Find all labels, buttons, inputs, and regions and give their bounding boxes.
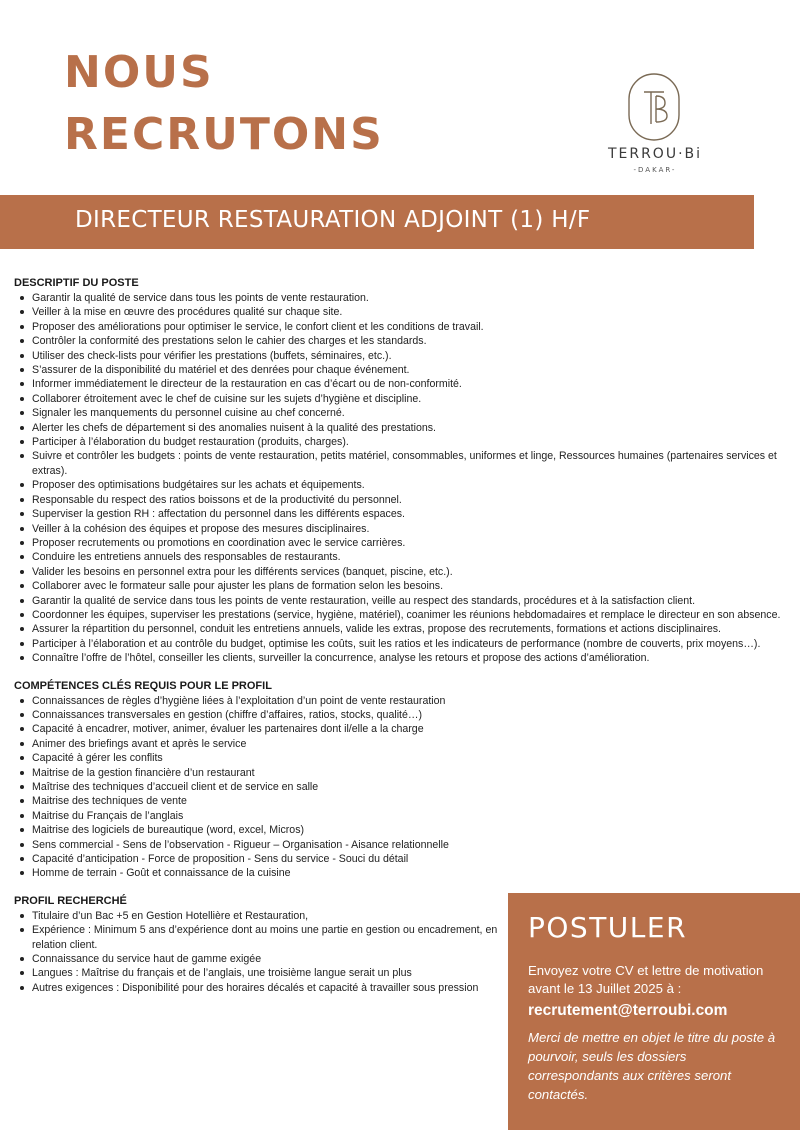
logo-monogram-icon: [627, 72, 681, 142]
list-item: Connaissances transversales en gestion (chiffre d’affaires, ratios, stocks, qualité…): [14, 708, 502, 722]
list-item: Suivre et contrôler les budgets : points de vente restauration, petits matériel, consommables, uniformes et linge, Ressources humaines (partenaires services et extras).: [14, 449, 784, 478]
apply-note: Merci de mettre en objet le titre du poste à pourvoir, seuls les dossiers correspondants aux critères seront contactés.: [528, 1030, 776, 1102]
headline-line-1: NOUS: [64, 47, 214, 98]
job-title: DIRECTEUR RESTAURATION ADJOINT (1) H/F: [75, 207, 591, 233]
list-item: Valider les besoins en personnel extra pour les différents services (banquet, piscine, etc.).: [14, 565, 784, 579]
list-item: Proposer des optimisations budgétaires sur les achats et équipements.: [14, 478, 784, 492]
logo-city: -DAKAR-: [633, 166, 677, 174]
list-item: Veiller à la cohésion des équipes et propose des mesures disciplinaires.: [14, 522, 784, 536]
list-item: Maitrise de la gestion financière d’un restaurant: [14, 766, 502, 780]
list-item: Superviser la gestion RH : affectation du personnel dans les différents espaces.: [14, 507, 784, 521]
list-item: Proposer des améliorations pour optimiser le service, le confort client et les conditions de travail.: [14, 320, 784, 334]
list-item: Signaler les manquements du personnel cuisine au chef concerné.: [14, 406, 784, 420]
apply-instructions: Envoyez votre CV et lettre de motivation avant le 13 Juillet 2025 à :: [528, 963, 764, 996]
list-item: Garantir la qualité de service dans tous les points de vente restauration.: [14, 291, 784, 305]
list-item: Proposer recrutements ou promotions en coordination avec le service carrières.: [14, 536, 784, 550]
headline-line-2: RECRUTONS: [64, 109, 384, 160]
apply-box: [508, 893, 800, 1130]
list-item: Capacité d’anticipation - Force de proposition - Sens du service - Souci du détail: [14, 852, 502, 866]
job-title-banner: [0, 195, 754, 249]
list-item: Alerter les chefs de département si des anomalies nuisent à la qualité des prestations.: [14, 421, 784, 435]
terroubi-logo: [590, 66, 720, 186]
section-title-profil: PROFIL RECHERCHÉ: [14, 894, 127, 907]
headline: [64, 42, 384, 166]
list-item: Collaborer étroitement avec le chef de cuisine sur les sujets d’hygiène et discipline.: [14, 392, 784, 406]
list-item: Autres exigences : Disponibilité pour des horaires décalés et capacité à travailler sous pression: [14, 981, 502, 995]
logo-name: TERROU·Bi: [607, 146, 703, 162]
list-item: Veiller à la mise en œuvre des procédures qualité sur chaque site.: [14, 305, 784, 319]
list-item: Participer à l’élaboration du budget restauration (produits, charges).: [14, 435, 784, 449]
list-item: Maitrise du Français de l’anglais: [14, 809, 502, 823]
list-item: Maitrise des logiciels de bureautique (word, excel, Micros): [14, 823, 502, 837]
list-item: Connaissance du service haut de gamme exigée: [14, 952, 502, 966]
list-item: Garantir la qualité de service dans tous les points de vente restauration, veille au respect des standards, procédures et à la satisfaction client.: [14, 594, 784, 608]
list-item: Langues : Maîtrise du français et de l’anglais, une troisième langue serait un plus: [14, 966, 502, 980]
list-item: Maitrise des techniques de vente: [14, 794, 502, 808]
list-item: Maîtrise des techniques d’accueil client et de service en salle: [14, 780, 502, 794]
list-item: S’assurer de la disponibilité du matériel et des denrées pour chaque événement.: [14, 363, 784, 377]
list-item: Responsable du respect des ratios boissons et de la productivité du personnel.: [14, 493, 784, 507]
list-item: Coordonner les équipes, superviser les prestations (service, hygiène, matériel), coanimer les réunions hebdomadaires et remplace le directeur en son absence.: [14, 608, 784, 622]
job-description: [14, 276, 784, 995]
list-item: Titulaire d’un Bac +5 en Gestion Hotellière et Restauration,: [14, 909, 502, 923]
list-item: Contrôler la conformité des prestations selon le cahier des charges et les standards.: [14, 334, 784, 348]
section-title-competences: COMPÉTENCES CLÉS REQUIS POUR LE PROFIL: [14, 679, 272, 692]
list-item: Connaissances de règles d’hygiène liées à l’exploitation d’un point de vente restauration: [14, 694, 502, 708]
competences-list: [14, 694, 784, 881]
list-item: Animer des briefings avant et après le service: [14, 737, 502, 751]
descriptif-list: [14, 291, 784, 666]
list-item: Capacité à encadrer, motiver, animer, évaluer les partenaires dont il/elle a la charge: [14, 722, 502, 736]
list-item: Sens commercial - Sens de l’observation - Rigueur – Organisation - Aisance relationnelle: [14, 838, 502, 852]
list-item: Participer à l’élaboration et au contrôle du budget, optimise les coûts, suit les ratios et les indicateurs de performance (nombre de couverts, prix moyens…).: [14, 637, 784, 651]
list-item: Utiliser des check-lists pour vérifier les prestations (buffets, séminaires, etc.).: [14, 349, 784, 363]
list-item: Conduire les entretiens annuels des responsables de restaurants.: [14, 550, 784, 564]
apply-email-link[interactable]: recrutement@terroubi.com: [528, 1002, 728, 1019]
apply-title: POSTULER: [528, 911, 688, 944]
list-item: Expérience : Minimum 5 ans d’expérience dont au moins une partie en gestion ou encadrement, en relation client.: [14, 923, 502, 952]
list-item: Assurer la répartition du personnel, conduit les entretiens annuels, valide les extras, propose des recrutements, formations et actions disciplinaires.: [14, 622, 784, 636]
list-item: Collaborer avec le formateur salle pour ajuster les plans de formation selon les besoins.: [14, 579, 784, 593]
list-item: Informer immédiatement le directeur de la restauration en cas d’écart ou de non-conformité.: [14, 377, 784, 391]
section-title-descriptif: DESCRIPTIF DU POSTE: [14, 277, 139, 289]
list-item: Homme de terrain - Goût et connaissance de la cuisine: [14, 866, 502, 880]
list-item: Connaître l’offre de l’hôtel, conseiller les clients, surveiller la concurrence, analyse les retours et propose des actions d’amélioration.: [14, 651, 784, 665]
list-item: Capacité à gérer les conflits: [14, 751, 502, 765]
